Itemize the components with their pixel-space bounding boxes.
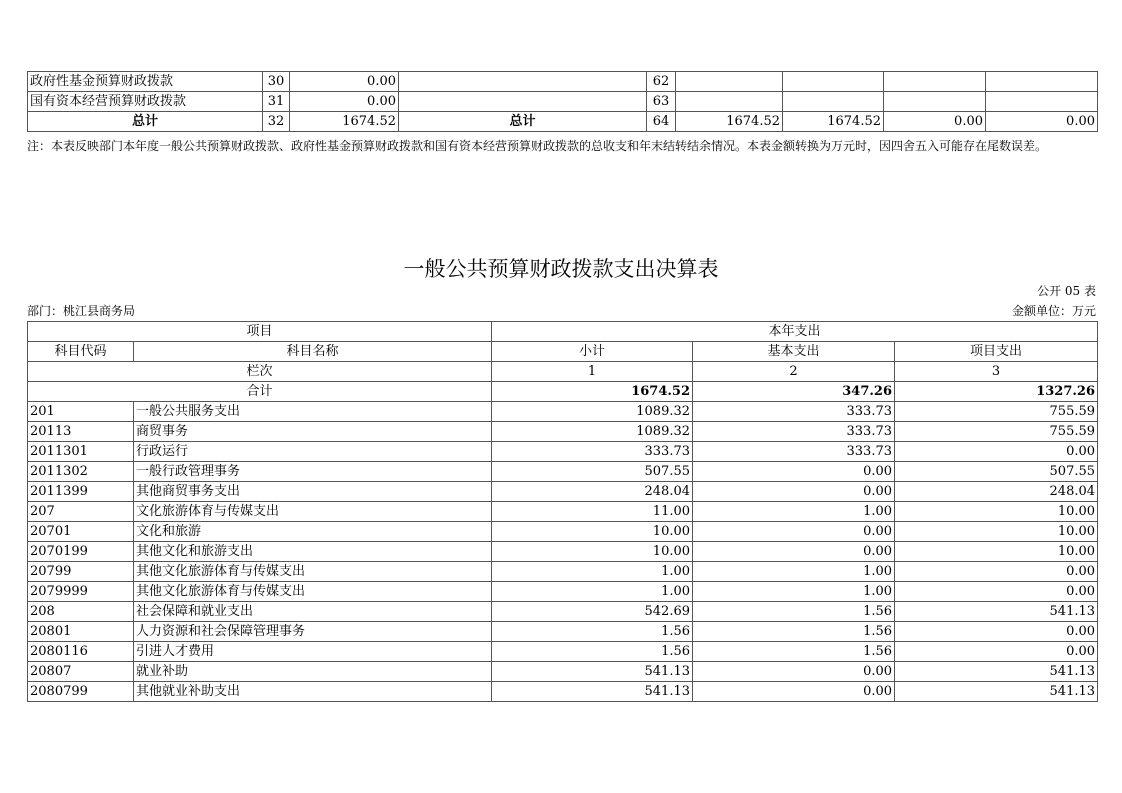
expense-amount-3 [884, 72, 986, 92]
subtotal-amount: 1.00 [492, 582, 693, 602]
table-row [28, 542, 1098, 562]
expense-amount-2 [783, 72, 884, 92]
summary-row [28, 92, 1098, 112]
subject-name: 其他文化旅游体育与传媒支出 [134, 582, 492, 602]
summary-table-continuation [27, 71, 1098, 132]
subject-name: 一般公共服务支出 [134, 402, 492, 422]
expense-amount-2 [783, 92, 884, 112]
subject-name: 其他文化旅游体育与传媒支出 [134, 562, 492, 582]
project-amount: 10.00 [895, 522, 1098, 542]
page-title: 一般公共预算财政拨款支出决算表 [403, 257, 719, 281]
subject-code: 20113 [28, 422, 134, 442]
basic-amount: 0.00 [693, 682, 895, 702]
project-amount: 0.00 [895, 622, 1098, 642]
table-row [28, 402, 1098, 422]
subtotal-amount: 541.13 [492, 662, 693, 682]
subject-name: 文化旅游体育与传媒支出 [134, 502, 492, 522]
project-amount: 507.55 [895, 462, 1098, 482]
table-row [28, 442, 1098, 462]
subject-code: 201 [28, 402, 134, 422]
subtotal-amount: 1089.32 [492, 422, 693, 442]
subtotal-amount: 1089.32 [492, 402, 693, 422]
subject-name: 行政运行 [134, 442, 492, 462]
income-item-name: 国有资本经营预算财政拨款 [28, 92, 263, 112]
subtotal-amount: 541.13 [492, 682, 693, 702]
expense-amount-3: 0.00 [884, 112, 986, 132]
subject-code: 2011301 [28, 442, 134, 462]
basic-amount: 1.56 [693, 602, 895, 622]
basic-amount: 1.56 [693, 622, 895, 642]
header-row-2 [28, 342, 1098, 362]
table-row [28, 642, 1098, 662]
summary-row [28, 72, 1098, 92]
subject-code: 2080116 [28, 642, 134, 662]
subject-name: 其他就业补助支出 [134, 682, 492, 702]
expense-amount-4: 0.00 [986, 112, 1098, 132]
expense-amount-1 [676, 92, 783, 112]
expense-amount-4 [986, 72, 1098, 92]
amount-unit-label: 金额单位：万元 [1011, 304, 1096, 318]
income-item-name: 总计 [28, 112, 263, 132]
project-amount: 0.00 [895, 562, 1098, 582]
subject-code: 2070199 [28, 542, 134, 562]
subject-name: 就业补助 [134, 662, 492, 682]
subject-code: 2011399 [28, 482, 134, 502]
income-line-number: 32 [263, 112, 290, 132]
basic-amount: 333.73 [693, 422, 895, 442]
basic-amount: 1.00 [693, 502, 895, 522]
header-annual-expense: 本年支出 [492, 322, 1098, 342]
subject-name: 社会保障和就业支出 [134, 602, 492, 622]
subtotal-amount: 1.56 [492, 622, 693, 642]
expense-amount-1: 1674.52 [676, 112, 783, 132]
department-label: 部门：桃江县商务局 [27, 304, 136, 318]
table-row [28, 422, 1098, 442]
project-amount: 10.00 [895, 542, 1098, 562]
expense-item-name [399, 92, 647, 112]
table-row [28, 622, 1098, 642]
subject-code: 20701 [28, 522, 134, 542]
basic-amount: 1.00 [693, 562, 895, 582]
subtotal-amount: 248.04 [492, 482, 693, 502]
header-project: 项目 [28, 322, 492, 342]
subject-code: 207 [28, 502, 134, 522]
project-amount: 0.00 [895, 642, 1098, 662]
header-subject-name: 科目名称 [134, 342, 492, 362]
expense-amount-2: 1674.52 [783, 112, 884, 132]
header-row-1 [28, 322, 1098, 342]
basic-amount: 0.00 [693, 542, 895, 562]
table-row [28, 582, 1098, 602]
total-label: 合计 [28, 382, 492, 402]
table-row [28, 522, 1098, 542]
basic-amount: 0.00 [693, 522, 895, 542]
subtotal-amount: 1.00 [492, 562, 693, 582]
table-row [28, 562, 1098, 582]
form-code: 公开 05 表 [1037, 284, 1096, 298]
expense-amount-1 [676, 72, 783, 92]
expense-line-number: 63 [647, 92, 676, 112]
table-row [28, 662, 1098, 682]
header-subject-code: 科目代码 [28, 342, 134, 362]
basic-amount: 333.73 [693, 402, 895, 422]
basic-amount: 333.73 [693, 442, 895, 462]
project-amount: 0.00 [895, 582, 1098, 602]
header-project-expense: 项目支出 [895, 342, 1098, 362]
project-amount: 248.04 [895, 482, 1098, 502]
column-index-row [28, 362, 1098, 382]
table-row [28, 482, 1098, 502]
subtotal-amount: 10.00 [492, 522, 693, 542]
income-amount: 0.00 [290, 92, 399, 112]
column-index-label: 栏次 [28, 362, 492, 382]
summary-total-row [28, 112, 1098, 132]
project-amount: 755.59 [895, 422, 1098, 442]
basic-amount: 1.00 [693, 582, 895, 602]
total-basic: 347.26 [693, 382, 895, 402]
header-subtotal: 小计 [492, 342, 693, 362]
table-row [28, 682, 1098, 702]
income-item-name: 政府性基金预算财政拨款 [28, 72, 263, 92]
basic-amount: 0.00 [693, 462, 895, 482]
income-line-number: 31 [263, 92, 290, 112]
project-amount: 541.13 [895, 662, 1098, 682]
expense-item-name: 总计 [399, 112, 647, 132]
subject-code: 20801 [28, 622, 134, 642]
column-index-2: 2 [693, 362, 895, 382]
expense-amount-4 [986, 92, 1098, 112]
subject-code: 2011302 [28, 462, 134, 482]
subject-code: 208 [28, 602, 134, 622]
project-amount: 541.13 [895, 682, 1098, 702]
subtotal-amount: 333.73 [492, 442, 693, 462]
subject-code: 2080799 [28, 682, 134, 702]
total-row [28, 382, 1098, 402]
expense-line-number: 62 [647, 72, 676, 92]
subtotal-amount: 542.69 [492, 602, 693, 622]
expense-item-name [399, 72, 647, 92]
project-amount: 755.59 [895, 402, 1098, 422]
total-subtotal: 1674.52 [492, 382, 693, 402]
table-row [28, 462, 1098, 482]
project-amount: 541.13 [895, 602, 1098, 622]
expense-line-number: 64 [647, 112, 676, 132]
subject-name: 文化和旅游 [134, 522, 492, 542]
basic-amount: 1.56 [693, 642, 895, 662]
expenditure-table [27, 321, 1098, 702]
subtotal-amount: 1.56 [492, 642, 693, 662]
subject-name: 其他文化和旅游支出 [134, 542, 492, 562]
income-amount: 1674.52 [290, 112, 399, 132]
column-index-1: 1 [492, 362, 693, 382]
basic-amount: 0.00 [693, 482, 895, 502]
subtotal-amount: 10.00 [492, 542, 693, 562]
basic-amount: 0.00 [693, 662, 895, 682]
subject-name: 其他商贸事务支出 [134, 482, 492, 502]
subject-name: 人力资源和社会保障管理事务 [134, 622, 492, 642]
total-project: 1327.26 [895, 382, 1098, 402]
subtotal-amount: 11.00 [492, 502, 693, 522]
subject-name: 一般行政管理事务 [134, 462, 492, 482]
expense-amount-3 [884, 92, 986, 112]
subject-name: 商贸事务 [134, 422, 492, 442]
header-basic-expense: 基本支出 [693, 342, 895, 362]
subtotal-amount: 507.55 [492, 462, 693, 482]
income-amount: 0.00 [290, 72, 399, 92]
table-row [28, 502, 1098, 522]
income-line-number: 30 [263, 72, 290, 92]
table-note: 注：本表反映部门本年度一般公共预算财政拨款、政府性基金预算财政拨款和国有资本经营预算财政拨款的总收支和年末结转结余情况。本表金额转换为万元时，因四舍五入可能存在尾数误差。 [27, 139, 1048, 153]
table-row [28, 602, 1098, 622]
subject-name: 引进人才费用 [134, 642, 492, 662]
project-amount: 0.00 [895, 442, 1098, 462]
subject-code: 20799 [28, 562, 134, 582]
project-amount: 10.00 [895, 502, 1098, 522]
subject-code: 20807 [28, 662, 134, 682]
column-index-3: 3 [895, 362, 1098, 382]
subject-code: 2079999 [28, 582, 134, 602]
